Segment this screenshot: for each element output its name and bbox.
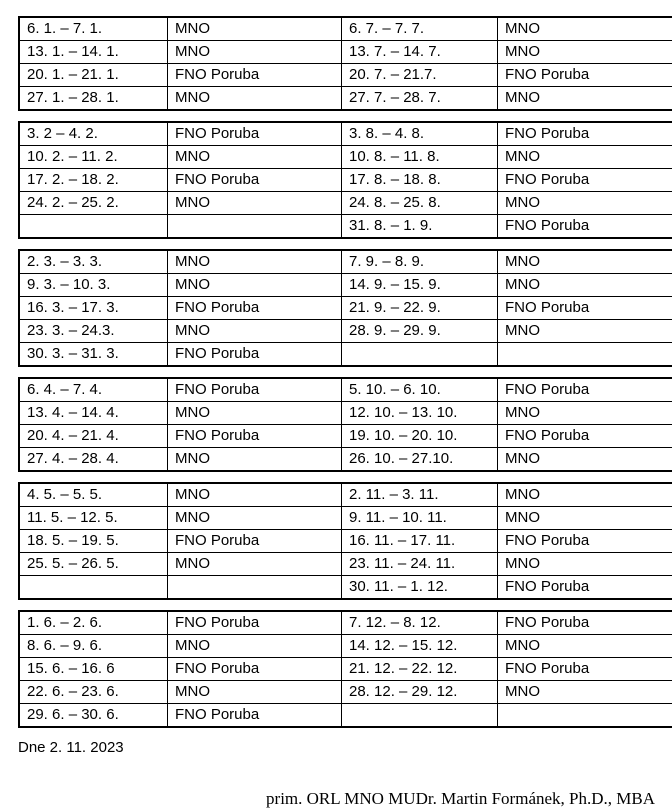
date-range-cell: 29. 6. – 30. 6. — [19, 704, 168, 728]
table-row — [19, 146, 672, 169]
table-row — [19, 64, 672, 87]
schedule-table — [18, 249, 672, 367]
date-range-cell: 23. 3. – 24.3. — [19, 320, 168, 343]
table-row — [19, 681, 672, 704]
table-row — [19, 553, 672, 576]
hospital-cell: FNO Poruba — [168, 704, 342, 728]
date-range-cell: 17. 8. – 18. 8. — [342, 169, 498, 192]
hospital-cell: MNO — [168, 87, 342, 111]
date-range-cell: 19. 10. – 20. 10. — [342, 425, 498, 448]
hospital-cell: MNO — [498, 483, 672, 507]
date-range-cell: 6. 7. – 7. 7. — [342, 17, 498, 41]
table-row — [19, 402, 672, 425]
date-range-cell: 28. 12. – 29. 12. — [342, 681, 498, 704]
hospital-cell: MNO — [168, 320, 342, 343]
date-range-cell: 20. 7. – 21.7. — [342, 64, 498, 87]
date-range-cell: 25. 5. – 26. 5. — [19, 553, 168, 576]
hospital-cell: MNO — [498, 250, 672, 274]
table-row — [19, 576, 672, 600]
date-range-cell: 3. 2 – 4. 2. — [19, 122, 168, 146]
date-range-cell — [19, 576, 168, 600]
hospital-cell: MNO — [498, 553, 672, 576]
hospital-cell: FNO Poruba — [168, 530, 342, 553]
hospital-cell: MNO — [498, 402, 672, 425]
date-range-cell: 17. 2. – 18. 2. — [19, 169, 168, 192]
date-range-cell: 1. 6. – 2. 6. — [19, 611, 168, 635]
hospital-cell: FNO Poruba — [498, 297, 672, 320]
hospital-cell: MNO — [168, 635, 342, 658]
hospital-cell: MNO — [498, 41, 672, 64]
hospital-cell: MNO — [168, 402, 342, 425]
hospital-cell: MNO — [168, 250, 342, 274]
date-range-cell: 18. 5. – 19. 5. — [19, 530, 168, 553]
hospital-cell: MNO — [168, 192, 342, 215]
hospital-cell — [498, 704, 672, 728]
schedule-table — [18, 16, 672, 111]
date-range-cell: 30. 11. – 1. 12. — [342, 576, 498, 600]
date-range-cell: 6. 4. – 7. 4. — [19, 378, 168, 402]
hospital-cell: MNO — [168, 553, 342, 576]
hospital-cell: MNO — [168, 41, 342, 64]
date-range-cell: 27. 4. – 28. 4. — [19, 448, 168, 472]
hospital-cell: MNO — [498, 87, 672, 111]
table-row — [19, 17, 672, 41]
date-range-cell: 22. 6. – 23. 6. — [19, 681, 168, 704]
table-row — [19, 87, 672, 111]
table-row — [19, 611, 672, 635]
date-range-cell: 16. 3. – 17. 3. — [19, 297, 168, 320]
hospital-cell: FNO Poruba — [498, 122, 672, 146]
date-range-cell: 3. 8. – 4. 8. — [342, 122, 498, 146]
date-range-cell: 31. 8. – 1. 9. — [342, 215, 498, 239]
date-range-cell: 28. 9. – 29. 9. — [342, 320, 498, 343]
schedule-table — [18, 610, 672, 728]
date-range-cell: 5. 10. – 6. 10. — [342, 378, 498, 402]
hospital-cell — [168, 215, 342, 239]
hospital-cell: FNO Poruba — [498, 658, 672, 681]
hospital-cell: FNO Poruba — [498, 425, 672, 448]
table-row — [19, 343, 672, 367]
date-range-cell: 12. 10. – 13. 10. — [342, 402, 498, 425]
date-range-cell: 8. 6. – 9. 6. — [19, 635, 168, 658]
hospital-cell: FNO Poruba — [168, 169, 342, 192]
hospital-cell: FNO Poruba — [498, 611, 672, 635]
table-row — [19, 320, 672, 343]
hospital-cell: MNO — [168, 146, 342, 169]
table-row — [19, 297, 672, 320]
table-row — [19, 704, 672, 728]
hospital-cell: MNO — [168, 507, 342, 530]
hospital-cell: MNO — [498, 146, 672, 169]
date-range-cell: 13. 7. – 14. 7. — [342, 41, 498, 64]
table-row — [19, 635, 672, 658]
hospital-cell: MNO — [498, 448, 672, 472]
table-row — [19, 483, 672, 507]
date-range-cell: 9. 3. – 10. 3. — [19, 274, 168, 297]
date-range-cell: 30. 3. – 31. 3. — [19, 343, 168, 367]
hospital-cell: MNO — [168, 17, 342, 41]
date-range-cell: 24. 2. – 25. 2. — [19, 192, 168, 215]
date-range-cell: 6. 1. – 7. 1. — [19, 17, 168, 41]
hospital-cell: MNO — [498, 17, 672, 41]
hospital-cell: MNO — [498, 274, 672, 297]
hospital-cell: FNO Poruba — [498, 378, 672, 402]
hospital-cell: MNO — [498, 320, 672, 343]
hospital-cell: MNO — [498, 507, 672, 530]
date-range-cell: 10. 8. – 11. 8. — [342, 146, 498, 169]
table-row — [19, 530, 672, 553]
hospital-cell: MNO — [498, 635, 672, 658]
table-row — [19, 250, 672, 274]
table-row — [19, 169, 672, 192]
hospital-cell: FNO Poruba — [168, 64, 342, 87]
hospital-cell: MNO — [498, 192, 672, 215]
hospital-cell: FNO Poruba — [498, 64, 672, 87]
hospital-cell: FNO Poruba — [498, 576, 672, 600]
date-range-cell: 21. 12. – 22. 12. — [342, 658, 498, 681]
table-row — [19, 274, 672, 297]
table-row — [19, 378, 672, 402]
date-range-cell: 21. 9. – 22. 9. — [342, 297, 498, 320]
hospital-cell: FNO Poruba — [498, 169, 672, 192]
hospital-cell: MNO — [168, 448, 342, 472]
table-row — [19, 215, 672, 239]
hospital-cell: FNO Poruba — [168, 425, 342, 448]
date-range-cell: 7. 12. – 8. 12. — [342, 611, 498, 635]
date-range-cell: 15. 6. – 16. 6 — [19, 658, 168, 681]
hospital-cell: FNO Poruba — [168, 343, 342, 367]
date-range-cell: 2. 11. – 3. 11. — [342, 483, 498, 507]
date-range-cell: 14. 9. – 15. 9. — [342, 274, 498, 297]
hospital-cell: MNO — [168, 274, 342, 297]
table-row — [19, 192, 672, 215]
date-range-cell: 13. 4. – 14. 4. — [19, 402, 168, 425]
hospital-cell: FNO Poruba — [168, 122, 342, 146]
hospital-cell: MNO — [498, 681, 672, 704]
hospital-cell — [498, 343, 672, 367]
schedule-table — [18, 377, 672, 472]
table-row — [19, 122, 672, 146]
hospital-cell: FNO Poruba — [168, 378, 342, 402]
date-range-cell: 20. 4. – 21. 4. — [19, 425, 168, 448]
hospital-cell: FNO Poruba — [168, 658, 342, 681]
table-row — [19, 448, 672, 472]
table-row — [19, 658, 672, 681]
date-range-cell: 27. 7. – 28. 7. — [342, 87, 498, 111]
date-range-cell: 24. 8. – 25. 8. — [342, 192, 498, 215]
schedule-tables — [18, 16, 655, 728]
date-range-cell: 16. 11. – 17. 11. — [342, 530, 498, 553]
date-range-cell: 27. 1. – 28. 1. — [19, 87, 168, 111]
table-row — [19, 41, 672, 64]
date-range-cell: 14. 12. – 15. 12. — [342, 635, 498, 658]
hospital-cell: MNO — [168, 483, 342, 507]
date-range-cell: 23. 11. – 24. 11. — [342, 553, 498, 576]
date-range-cell — [19, 215, 168, 239]
date-range-cell: 11. 5. – 12. 5. — [19, 507, 168, 530]
date-range-cell: 2. 3. – 3. 3. — [19, 250, 168, 274]
date-range-cell — [342, 704, 498, 728]
table-row — [19, 507, 672, 530]
hospital-cell — [168, 576, 342, 600]
date-range-cell: 4. 5. – 5. 5. — [19, 483, 168, 507]
schedule-table — [18, 121, 672, 239]
date-range-cell: 9. 11. – 10. 11. — [342, 507, 498, 530]
hospital-cell: FNO Poruba — [168, 611, 342, 635]
hospital-cell: FNO Poruba — [498, 530, 672, 553]
hospital-cell: MNO — [168, 681, 342, 704]
hospital-cell: FNO Poruba — [168, 297, 342, 320]
signature: prim. ORL MNO MUDr. Martin Formánek, Ph.D., MBA — [18, 789, 655, 809]
date-range-cell — [342, 343, 498, 367]
schedule-table — [18, 482, 672, 600]
date-range-cell: 20. 1. – 21. 1. — [19, 64, 168, 87]
table-row — [19, 425, 672, 448]
document-date: Dne 2. 11. 2023 — [18, 738, 655, 757]
date-range-cell: 7. 9. – 8. 9. — [342, 250, 498, 274]
hospital-cell: FNO Poruba — [498, 215, 672, 239]
date-range-cell: 13. 1. – 14. 1. — [19, 41, 168, 64]
date-range-cell: 10. 2. – 11. 2. — [19, 146, 168, 169]
date-range-cell: 26. 10. – 27.10. — [342, 448, 498, 472]
